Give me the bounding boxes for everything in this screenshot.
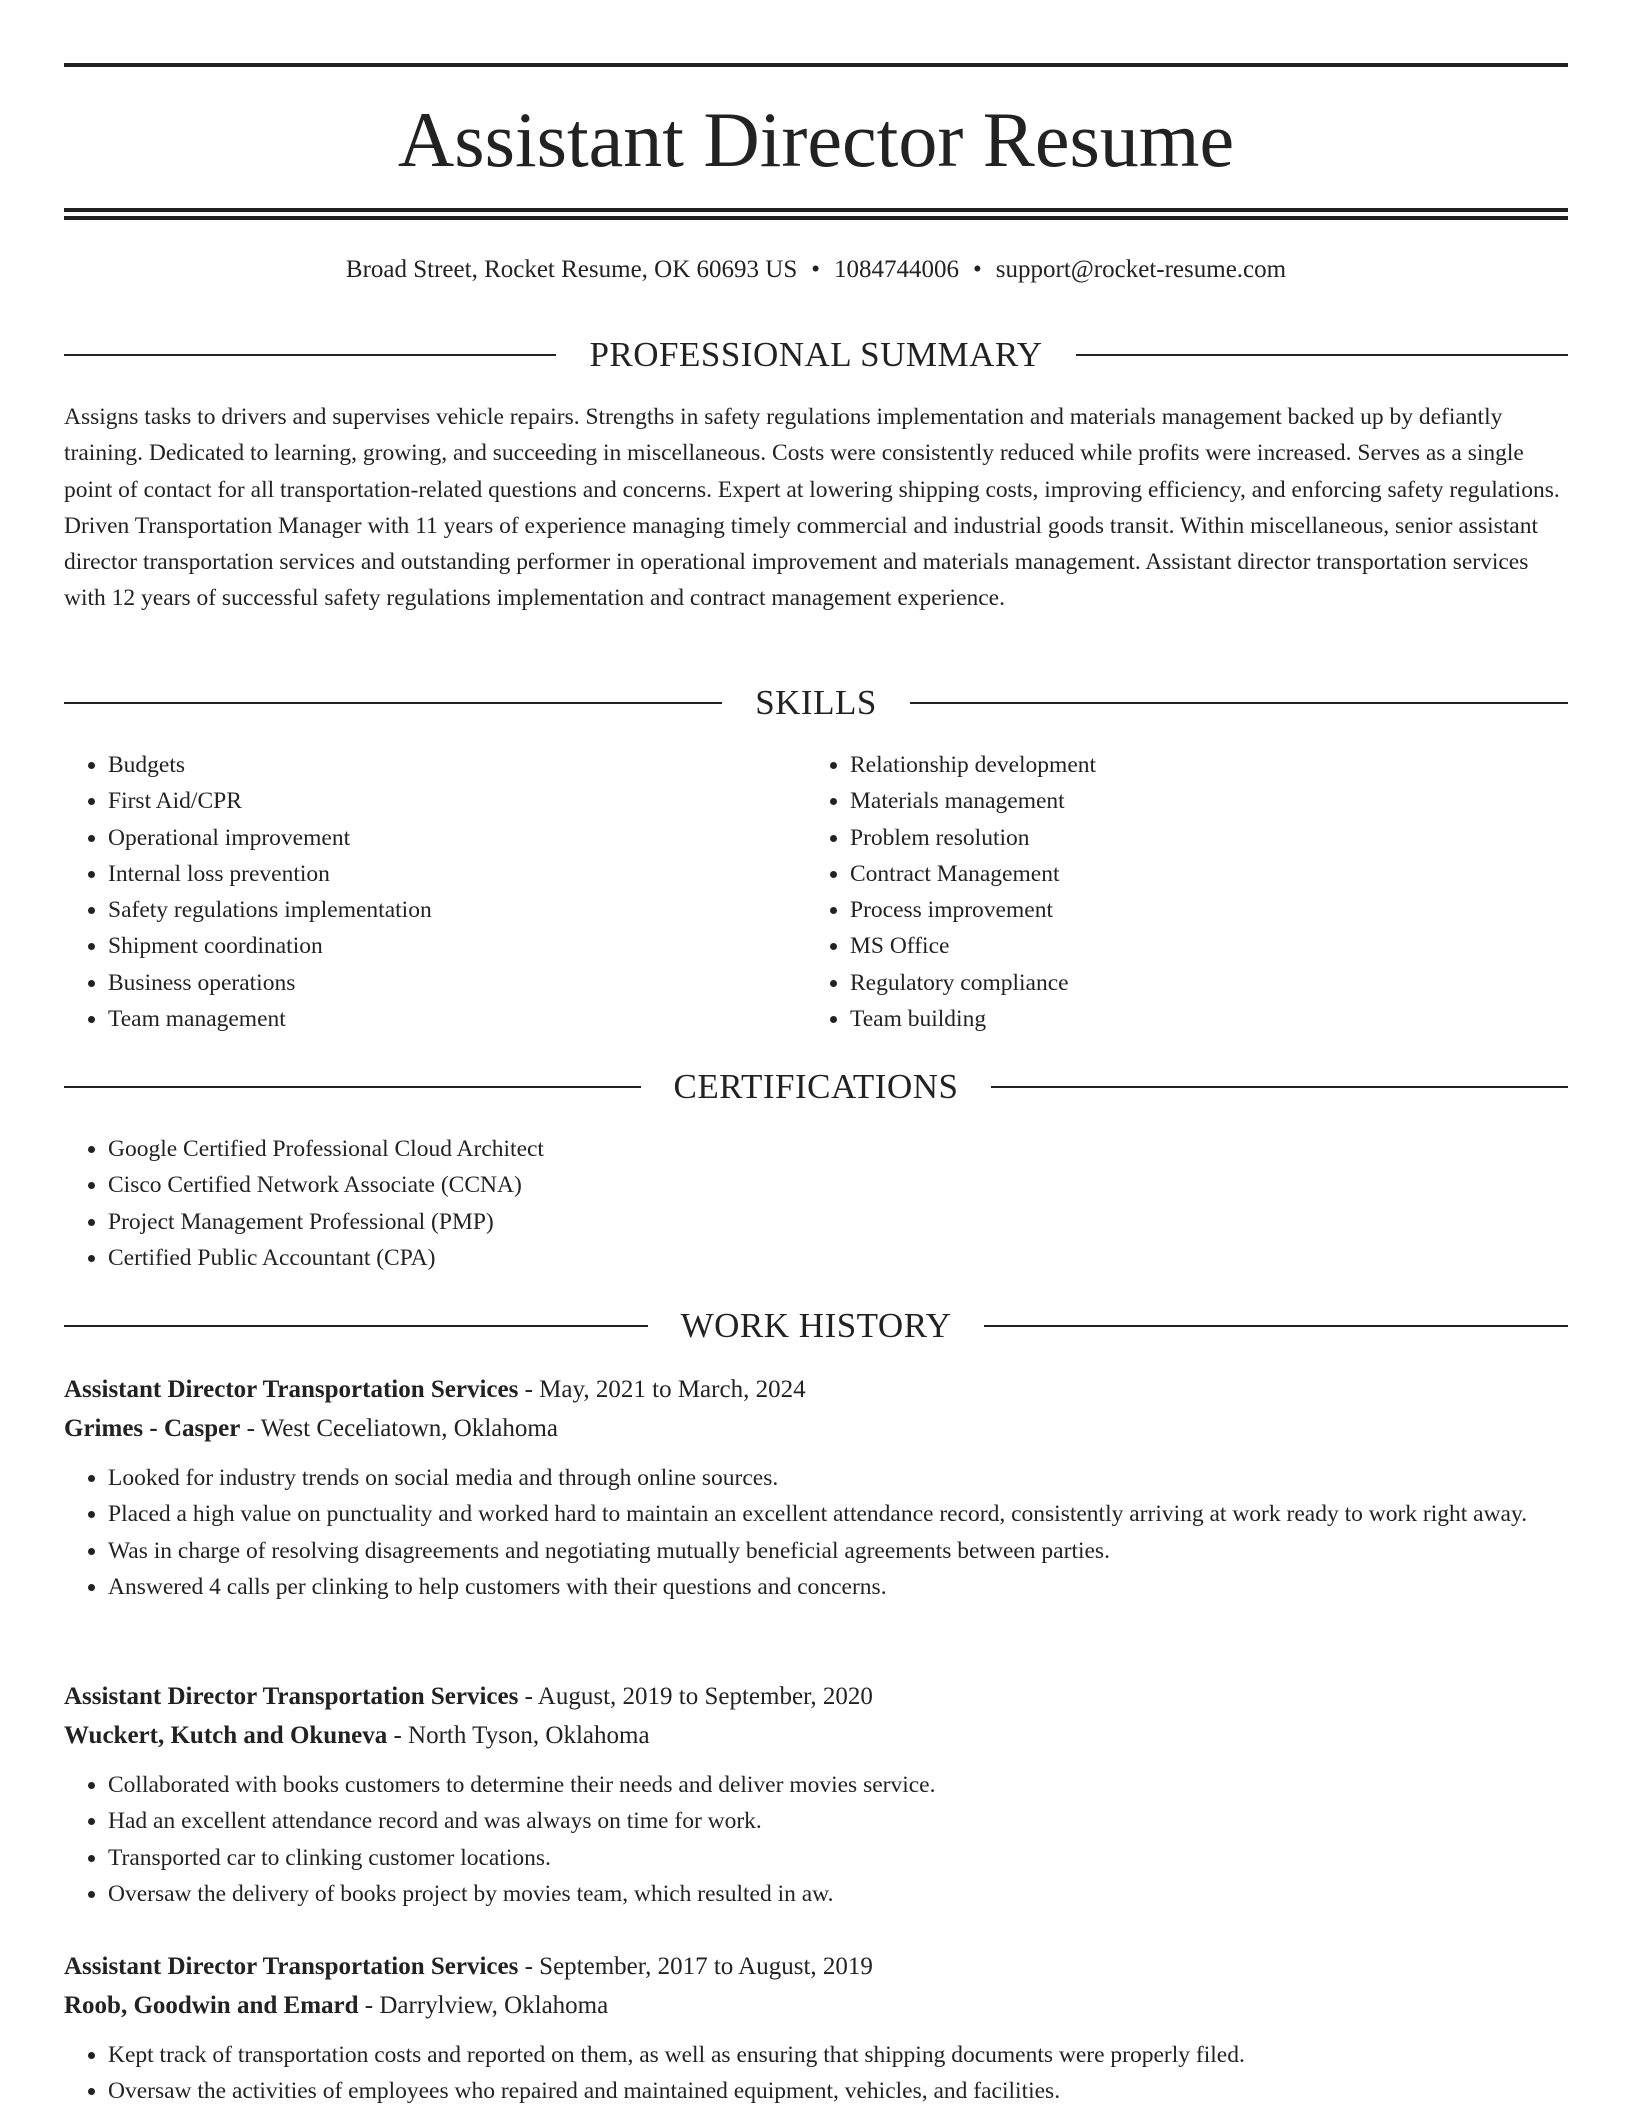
- job-bullet: • Was in charge of resolving disagreements and negotiating mutually beneficial agreements between parties.: [108, 1533, 1568, 1569]
- section-rule-right: [984, 1325, 1568, 1327]
- job-company-line: [64, 1409, 1568, 1448]
- job-bullet: • Placed a high value on punctuality and worked hard to maintain an excellent attendance record, consistently arriving at work ready to work right away.: [108, 1496, 1568, 1532]
- skill-item: • Team building: [850, 1001, 1506, 1037]
- summary-section-header: [64, 333, 1568, 377]
- job-title-line: [64, 1677, 1568, 1716]
- job-bullet: • Collaborated with books customers to determine their needs and deliver movies service.: [108, 1767, 1568, 1803]
- skill-item: • Problem resolution: [850, 820, 1506, 856]
- job-bullet: • Had an excellent attendance record and was always on time for work.: [108, 1803, 1568, 1839]
- job-title-line: [64, 1370, 1568, 1409]
- certifications-section-header: [64, 1065, 1568, 1109]
- job-company: Roob, Goodwin and Emard: [64, 1992, 359, 2019]
- skill-item: • MS Office: [850, 928, 1506, 964]
- skill-item: • Contract Management: [850, 856, 1506, 892]
- skill-item: • First Aid/CPR: [108, 783, 764, 819]
- summary-heading: PROFESSIONAL SUMMARY: [589, 335, 1043, 374]
- job-title-line: [64, 1947, 1568, 1986]
- job-bullets: [64, 1767, 1568, 1912]
- skills-list-left: [64, 747, 764, 1037]
- job-bullet: • Looked for industry trends on social media and through online sources.: [108, 1460, 1568, 1496]
- top-rule: [64, 63, 1568, 67]
- certification-item: • Project Management Professional (PMP): [108, 1204, 1568, 1240]
- contact-separator: •: [811, 256, 821, 283]
- job-title: Assistant Director Transportation Services: [64, 1683, 519, 1710]
- certification-item: • Certified Public Accountant (CPA): [108, 1240, 1568, 1276]
- skill-item: • Process improvement: [850, 892, 1506, 928]
- job-location: - West Ceceliatown, Oklahoma: [240, 1415, 558, 1442]
- job-entry: [64, 1947, 1568, 2110]
- resume-title: Assistant Director Resume: [397, 96, 1235, 183]
- skill-item: • Materials management: [850, 783, 1506, 819]
- certifications-block: [64, 1131, 1568, 1276]
- work-history-section-header: [64, 1304, 1568, 1348]
- job-location: - Darrylview, Oklahoma: [358, 1992, 609, 2019]
- job-entry: [64, 1677, 1568, 1912]
- job-bullet: • Kept track of transportation costs and reported on them, as well as ensuring that shipping documents were properly filed.: [108, 2037, 1568, 2073]
- section-rule-left: [64, 1086, 641, 1088]
- skill-item: • Business operations: [108, 965, 764, 1001]
- section-rule-right: [991, 1086, 1568, 1088]
- skill-item: • Regulatory compliance: [850, 965, 1506, 1001]
- skills-column-right: [806, 747, 1506, 1037]
- skill-item: • Operational improvement: [108, 820, 764, 856]
- job-company-line: [64, 1716, 1568, 1755]
- skills-section-header: [64, 681, 1568, 725]
- section-rule-left: [64, 354, 556, 356]
- job-location: - North Tyson, Oklahoma: [387, 1722, 650, 1749]
- certifications-list: [64, 1131, 1568, 1276]
- skill-item: • Internal loss prevention: [108, 856, 764, 892]
- section-rule-left: [64, 1325, 648, 1327]
- skill-item: • Shipment coordination: [108, 928, 764, 964]
- section-rule-right: [910, 702, 1568, 704]
- skills-heading: SKILLS: [755, 683, 877, 722]
- title-rule-upper: [64, 208, 1568, 212]
- skills-column-left: [64, 747, 764, 1037]
- job-bullets: [64, 2037, 1568, 2110]
- contact-email: support@rocket-resume.com: [995, 256, 1287, 283]
- job-bullet: • Oversaw the delivery of books project by movies team, which resulted in aw.: [108, 1876, 1568, 1912]
- skill-item: • Relationship development: [850, 747, 1506, 783]
- job-dates: - September, 2017 to August, 2019: [518, 1953, 873, 1980]
- contact-separator: •: [973, 256, 982, 283]
- skills-list-right: [806, 747, 1506, 1037]
- work-history-heading: WORK HISTORY: [680, 1306, 952, 1345]
- job-title: Assistant Director Transportation Services: [64, 1953, 519, 1980]
- job-dates: - August, 2019 to September, 2020: [518, 1683, 873, 1710]
- job-company-line: [64, 1986, 1568, 2025]
- skill-item: • Team management: [108, 1001, 764, 1037]
- job-bullets: [64, 1460, 1568, 1605]
- section-rule-right: [1076, 354, 1568, 356]
- job-bullet: • Oversaw the activities of employees who repaired and maintained equipment, vehicles, and facilities.: [108, 2073, 1568, 2109]
- summary-text: Assigns tasks to drivers and supervises vehicle repairs. Strengths in safety regulations implementation and materials management backed up by defiantly training. Dedicated to learning, growing, and succeeding in miscellaneous. Costs were consistently reduced while profits were increased. Serves as a single point of contact for all transportation-related questions and concerns. Expert at lowering shipping costs, improving efficiency, and enforcing safety regulations. Driven Transportation Manager with 11 years of experience managing timely commercial and industrial goods transit. Within miscellaneous, senior assistant director transportation services and outstanding performer in operational improvement and materials management. Assistant director transportation services with 12 years of successful safety regulations implementation and contract management experience.: [64, 404, 1560, 612]
- contact-line: [64, 252, 1568, 288]
- job-entry: [64, 1370, 1568, 1605]
- job-company: Grimes - Casper: [64, 1415, 241, 1442]
- job-dates: - May, 2021 to March, 2024: [518, 1376, 806, 1403]
- certification-item: • Google Certified Professional Cloud Architect: [108, 1131, 1568, 1167]
- job-title: Assistant Director Transportation Services: [64, 1376, 519, 1403]
- job-company: Wuckert, Kutch and Okuneva: [64, 1722, 388, 1749]
- skill-item: • Safety regulations implementation: [108, 892, 764, 928]
- certifications-heading: CERTIFICATIONS: [673, 1067, 959, 1106]
- skill-item: • Budgets: [108, 747, 764, 783]
- contact-address: Broad Street, Rocket Resume, OK 60693 US: [345, 256, 798, 283]
- job-bullet: • Answered 4 calls per clinking to help customers with their questions and concerns.: [108, 1569, 1568, 1605]
- title-rule-lower: [64, 216, 1568, 220]
- job-bullet: • Transported car to clinking customer locations.: [108, 1840, 1568, 1876]
- contact-phone: 1084744006: [834, 256, 960, 283]
- certification-item: • Cisco Certified Network Associate (CCNA): [108, 1167, 1568, 1203]
- section-rule-left: [64, 702, 722, 704]
